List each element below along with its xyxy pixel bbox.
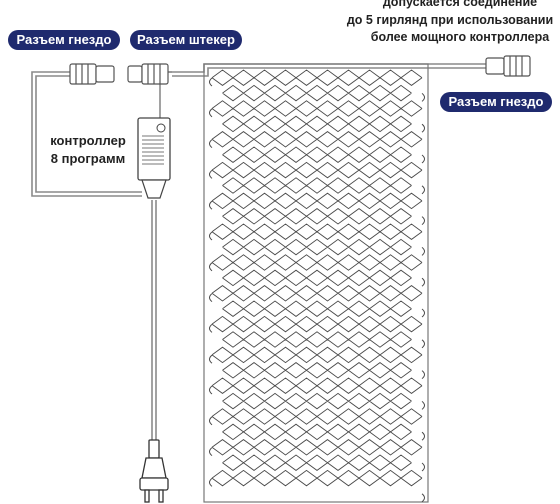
trunk-cables <box>32 64 486 442</box>
note-line-2: до 5 гирлянд при использовании <box>346 13 554 27</box>
note-line-3: более мощного контроллера <box>370 30 550 44</box>
controller-icon <box>138 118 170 198</box>
controller-label-line-2: 8 программ <box>50 151 126 166</box>
plug-icon <box>140 440 168 502</box>
controller-label-line-1: контроллер <box>50 133 126 148</box>
mesh-edge-loops <box>210 78 425 502</box>
label-socket-right: Разъем гнездо <box>440 92 552 112</box>
mesh-cells <box>212 70 422 486</box>
socket-connector-left <box>70 64 114 84</box>
label-plug: Разъем штекер <box>130 30 242 50</box>
note-line-1: допускается соединение <box>382 0 538 9</box>
mesh-net-icon <box>204 64 428 502</box>
plug-connector <box>128 64 172 84</box>
label-socket-left: Разъем гнездо <box>8 30 120 50</box>
socket-connector-right <box>486 56 530 76</box>
